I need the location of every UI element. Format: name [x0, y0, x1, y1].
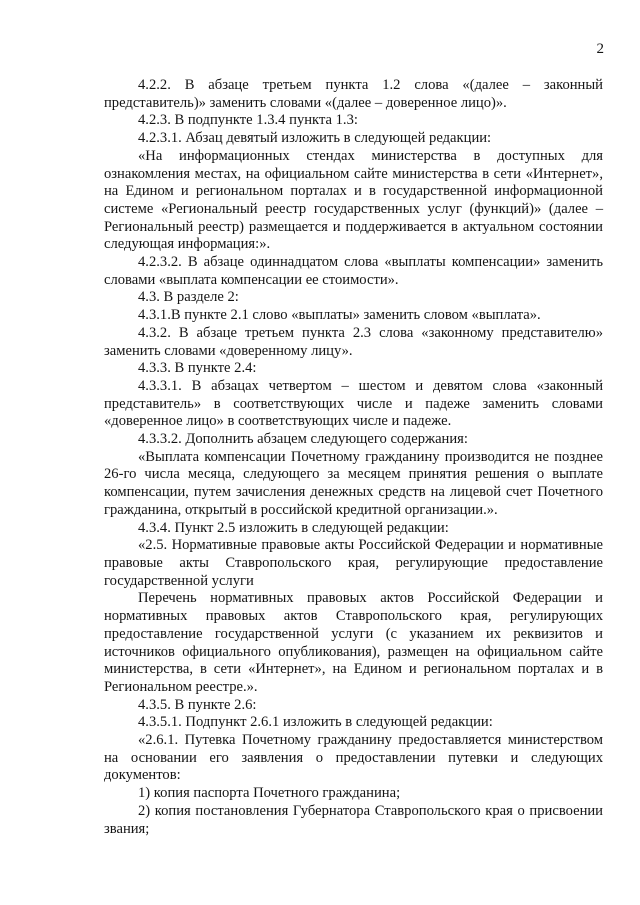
- paragraph-4-2-3-2: 4.2.3.2. В абзаце одиннадцатом слова «выплаты компенсации» заменить словами «выплата компенсации ее стоимости».: [104, 254, 603, 288]
- paragraph-4-3-3-1: 4.3.3.1. В абзацах четвертом – шестом и девятом слова «законный представитель» в соответствующих числе и падеже заменить словами «доверенное лицо» в соответствующих числе и падеже.: [104, 377, 603, 430]
- quoted-paragraph-2-5: «2.5. Нормативные правовые акты Российской Федерации и нормативные правовые акты Ставропольского края, регулирующие предоставление государственной услуги: [104, 537, 603, 589]
- quoted-paragraph-compensation-payment: «Выплата компенсации Почетному гражданину производится не позднее 26-го числа месяца, следующего за месяцем принятия решения о выплате компенсации, путем зачисления денежных средств на лицевой счет Почетного гражданина, открытый в российской кредитной организации.».: [104, 448, 603, 518]
- paragraph-4-2-3: 4.2.3. В подпункте 1.3.4 пункта 1.3:: [138, 112, 358, 129]
- list-item-passport-copy: 1) копия паспорта Почетного гражданина;: [138, 785, 401, 802]
- paragraph-4-3: 4.3. В разделе 2:: [138, 289, 239, 306]
- paragraph-4-3-2: 4.3.2. В абзаце третьем пункта 2.3 слова «законному представителю» заменить словами «доверенному лицу».: [104, 324, 603, 359]
- quoted-paragraph-information-stands: «На информационных стендах министерства в доступных для ознакомления местах, на официальном сайте министерства в сети «Интернет», на Едином и региональном порталах и в государственной информационной системе «Региональный реестр государственных услуг (функций)» (далее – Региональный реестр) размещается и поддерживается в актуальном состоянии следующая информация:».: [104, 147, 603, 253]
- page-number: 2: [596, 41, 604, 57]
- paragraph-4-3-3: 4.3.3. В пункте 2.4:: [138, 360, 257, 377]
- paragraph-4-3-3-2: 4.3.3.2. Дополнить абзацем следующего содержания:: [138, 431, 468, 448]
- document-body: [104, 77, 603, 838]
- paragraph-4-2-2: 4.2.2. В абзаце третьем пункта 1.2 слова «(далее – законный представитель)» заменить словами «(далее – доверенное лицо)».: [104, 77, 603, 111]
- paragraph-legal-acts-list: Перечень нормативных правовых актов Российской Федерации и нормативных правовых актов Ставропольского края, регулирующих предоставление государственной услуги (с указанием их реквизитов и источников официального опубликования), размещен на официальном сайте министерства, в сети «Интернет», на Едином и региональном порталах и в Региональном реестре.».: [104, 590, 603, 695]
- paragraph-4-3-5-1: 4.3.5.1. Подпункт 2.6.1 изложить в следующей редакции:: [138, 714, 493, 731]
- quoted-paragraph-2-6-1: «2.6.1. Путевка Почетному гражданину предоставляется министерством на основании его заявления о предоставлении путевки и следующих документов:: [104, 732, 603, 784]
- paragraph-4-3-1: 4.3.1.В пункте 2.1 слово «выплаты» заменить словом «выплата».: [138, 307, 541, 324]
- paragraph-4-2-3-1: 4.2.3.1. Абзац девятый изложить в следующей редакции:: [138, 130, 492, 147]
- paragraph-4-3-4: 4.3.4. Пункт 2.5 изложить в следующей редакции:: [138, 519, 449, 536]
- list-item-governor-decree-copy: 2) копия постановления Губернатора Ставропольского края о присвоении звания;: [104, 802, 603, 837]
- paragraph-4-3-5: 4.3.5. В пункте 2.6:: [138, 696, 257, 713]
